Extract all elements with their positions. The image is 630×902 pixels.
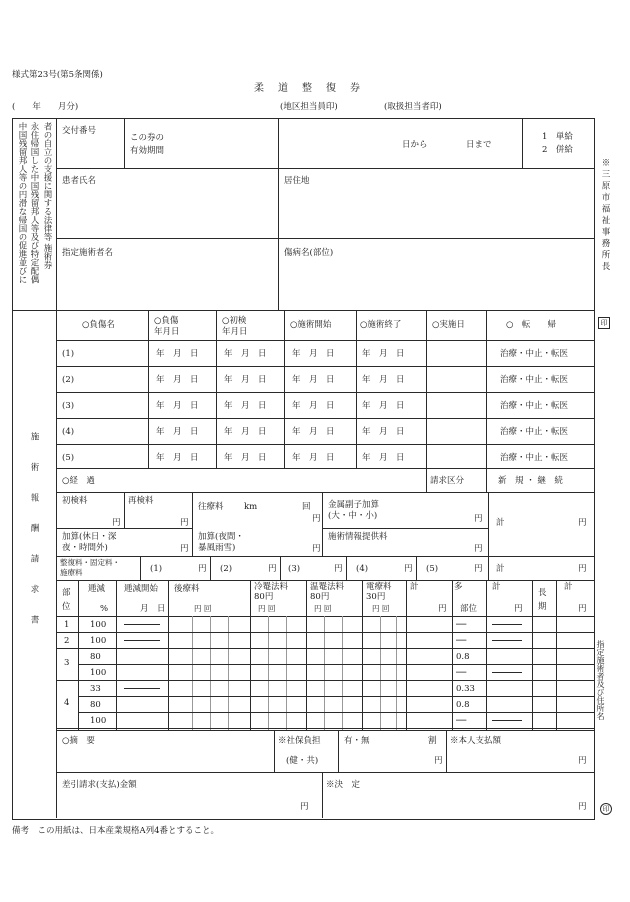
diff-claim-yen: 円 [300,802,309,812]
injury-row-number: (2) [62,375,75,385]
total-dash [492,640,522,641]
reset-3-yen: 円 [334,564,343,574]
injury-row-date: 年 月 日 [292,375,335,385]
detail-reduce-start-header: 逓減開始 [124,584,159,594]
fees-total-yen: 円 [578,518,587,528]
injury-row-date: 年 月 日 [224,453,267,463]
grid-line [78,664,594,665]
injury-row-date: 年 月 日 [292,427,335,437]
fees-total-label: 計 [496,518,505,528]
injury-row-outcome[interactable]: 治療・中止・転医 [500,349,569,359]
district-seal-label: (地区担当員印) [280,102,338,112]
reset-total-yen: 円 [578,564,587,574]
handler-seal-label: (取扱担当者印) [384,102,442,112]
total-dash [492,624,522,625]
grid-line [56,680,594,681]
detail-elec-header: 電療料 30円 [366,582,392,602]
single-benefit[interactable]: 1 単給 [542,132,573,142]
injury-row-date: 年 月 日 [224,401,267,411]
detail-part-number: 1 [64,620,70,630]
grid-line [250,580,251,730]
col-injury-name: ○負傷名 [82,320,115,330]
col-days: ○実施日 [432,320,465,330]
detail-part-header: 部 位 [62,588,71,612]
from-label: 日から [402,140,428,150]
reduction-fee-label: 整復料・固定料・ 施療料 [60,558,120,577]
detail-part-number: 4 [64,698,70,708]
injury-row-date: 年 月 日 [156,453,199,463]
detail-elec-yen: 円 回 [372,604,390,613]
grid-line [556,580,557,730]
reset-3: (3) [288,564,301,574]
reduce-start-dash [124,688,160,689]
patient-name-label: 患者氏名 [62,176,97,186]
injury-row-date: 年 月 日 [362,427,405,437]
reduce-start-dash [124,640,160,641]
injury-row-date: 年 月 日 [362,375,405,385]
injury-row-date: 年 月 日 [224,349,267,359]
detail-cold-yen: 円 回 [258,604,276,613]
form-title: 柔 道 整 復 券 [254,83,362,94]
detail-long-header: 長 期 [538,588,547,612]
injury-row-date: 年 月 日 [224,375,267,385]
house-call-yen: 円 [312,514,321,524]
info-yen: 円 [474,544,483,554]
total-dash [492,672,522,673]
summary-label: ○摘 要 [62,736,95,746]
kenkyo-label: (健・共) [286,756,319,766]
grid-line [362,580,363,730]
grid-line [56,728,594,729]
claim-section-label: 施術報酬請求書 [29,432,39,646]
burden-yen: 円 [434,756,443,766]
injury-row-number: (1) [62,349,75,359]
practitioner-address-label: 指定施術者及び住所名 [596,640,605,720]
grid-line [56,648,594,649]
injury-row-date: 年 月 日 [156,375,199,385]
injury-row-outcome[interactable]: 治療・中止・転医 [500,375,569,385]
detail-pct-value: 100 [90,620,107,630]
injury-row-outcome[interactable]: 治療・中止・転医 [500,453,569,463]
detail-warm-header: 温罨法料 80円 [310,582,345,602]
detail-post-header: 後療料 [174,584,200,594]
house-call-fee: 往療料 [198,502,224,512]
detail-multi-value: 0.33 [456,684,475,694]
decision-label: ※決 定 [326,780,361,790]
grid-line [168,580,169,730]
umu-label[interactable]: 有・無 [344,736,370,746]
col-treatment-start: ○施術開始 [290,320,332,330]
col-injury-date: ○負傷 年月日 [154,316,180,337]
detail-pct-value: 100 [90,716,107,726]
diff-claim-label: 差引請求(支払)金額 [62,780,137,790]
injury-row-outcome[interactable]: 治療・中止・転医 [500,427,569,437]
reset-total-label: 計 [496,564,505,574]
injury-row-date: 年 月 日 [362,453,405,463]
detail-warm-yen: 円 回 [314,604,332,613]
injury-row-date: 年 月 日 [292,453,335,463]
practitioner-seal: 印 [600,803,612,815]
detail-part-number: 3 [64,658,70,668]
detail-sum-header: 計 [410,582,419,592]
detail-multi-value: ── [456,716,467,726]
detail-multi-header: 多 [454,582,463,592]
detail-grand-header: 計 [564,582,573,592]
detail-sum-yen: 円 [438,604,447,614]
col-first-visit: ○初検 年月日 [222,316,248,337]
practitioner-label: 指定施術者名 [62,248,114,258]
detail-pct-header: % [100,604,109,614]
injury-row-date: 年 月 日 [156,427,199,437]
injury-row-date: 年 月 日 [156,401,199,411]
extra-night-yen: 円 [180,544,189,554]
injury-row-number: (3) [62,401,75,411]
combined-benefit[interactable]: 2 併給 [542,145,573,155]
detail-part-number: 2 [64,636,70,646]
office-seal: 印 [598,317,610,329]
new-continue-options[interactable]: 新 規 ・ 継 続 [498,476,563,486]
self-pay-label: ※本人支払額 [450,736,502,746]
law-text-col1: 中国残留邦人等の円滑な帰国の促進並びに [17,122,27,284]
form-number: 様式第23号(第5条関係) [12,70,103,80]
detail-pct-value: 80 [90,652,101,662]
detail-pct-value: 100 [90,636,107,646]
detail-multi-value: ── [456,636,467,646]
grid-line [78,696,594,697]
injury-row-date: 年 月 日 [224,427,267,437]
detail-total-yen: 円 [514,604,523,614]
reset-5-yen: 円 [474,564,483,574]
injury-row-date: 年 月 日 [362,349,405,359]
col-treatment-end: ○施術終了 [360,320,402,330]
extra-night-fee: 加算(休日・深 夜・時間外) [62,532,117,553]
detail-pct-value: 33 [90,684,101,694]
address-label: 居住地 [284,176,310,186]
grid-line [78,712,594,713]
reset-2-yen: 円 [268,564,277,574]
reset-4-yen: 円 [404,564,413,574]
total-dash [492,720,522,721]
grid-line [306,580,307,730]
injury-row-date: 年 月 日 [156,349,199,359]
injury-row-number: (4) [62,427,75,437]
reset-1-yen: 円 [198,564,207,574]
detail-pct-value: 100 [90,668,107,678]
detail-multi-sub: 部位 [460,604,478,614]
to-label: 日まで [466,140,492,150]
detail-multi-value: 0.8 [456,652,470,662]
self-pay-yen: 円 [578,756,587,766]
first-exam-fee: 初検料 [62,496,88,506]
grid-line [56,632,594,633]
form-frame [12,118,595,820]
decision-yen: 円 [578,802,587,812]
grid-line [452,580,453,730]
km-label: km [244,502,258,512]
metal-splint-fee: 金属副子加算 (大・中・小) [328,500,380,521]
footnote: 備考 この用紙は、日本産業規格A列4番とすること。 [12,826,220,836]
detail-multi-value: ── [456,620,467,630]
info-fee: 施術情報提供料 [328,532,388,542]
period-label: ( 年 月分) [12,102,79,112]
grid-line [406,580,407,730]
reset-1: (1) [150,564,163,574]
detail-monthday-header: 月 日 [140,604,166,614]
wari-label: 割 [428,736,437,746]
detail-multi-value: ── [456,668,467,678]
course-label: ○経 過 [62,476,95,486]
law-text-col3: 者の自立の支援に関する法律等 施術券 [42,122,52,270]
grid-line [116,580,117,730]
issue-number-label: 交付番号 [62,126,97,136]
col-outcome: ○ 転 帰 [506,320,556,330]
metal-yen: 円 [474,514,483,524]
reset-5: (5) [426,564,439,574]
injury-row-outcome[interactable]: 治療・中止・転医 [500,401,569,411]
grid-line [532,580,533,730]
reexam-fee: 再検料 [128,496,154,506]
grid-line [486,580,487,730]
injury-row-date: 年 月 日 [292,401,335,411]
injury-row-date: 年 月 日 [362,401,405,411]
detail-cold-header: 冷罨法料 80円 [254,582,289,602]
injury-row-date: 年 月 日 [292,349,335,359]
extra-weather-fee: 加算(夜間・ 暴風雨雪) [198,532,244,553]
reset-4: (4) [356,564,369,574]
claim-type-label: 請求区分 [430,476,465,486]
detail-pct-value: 80 [90,700,101,710]
detail-post-yen: 円 回 [194,604,212,613]
detail-total-header: 計 [492,582,501,592]
extra-weather-yen: 円 [312,544,321,554]
validity-label: この券の 有効期間 [130,133,165,156]
grid-line [78,580,79,730]
first-exam-yen: 円 [112,518,121,528]
law-text-col2: 永住帰国した中国残留邦人等及び特定配偶 [29,122,39,284]
welfare-office-label: ※三原市福祉事務所長 [600,158,610,273]
detail-reduce-header: 逓減 [88,584,106,594]
social-burden-label: ※社保負担 [278,736,321,746]
detail-multi-value: 0.8 [456,700,470,710]
reduce-start-dash [124,624,160,625]
reset-2: (2) [220,564,233,574]
reexam-yen: 円 [180,518,189,528]
detail-grand-yen: 円 [578,604,587,614]
injury-name-label: 傷病名(部位) [284,248,334,258]
times-label: 回 [302,502,311,512]
injury-row-number: (5) [62,453,75,463]
